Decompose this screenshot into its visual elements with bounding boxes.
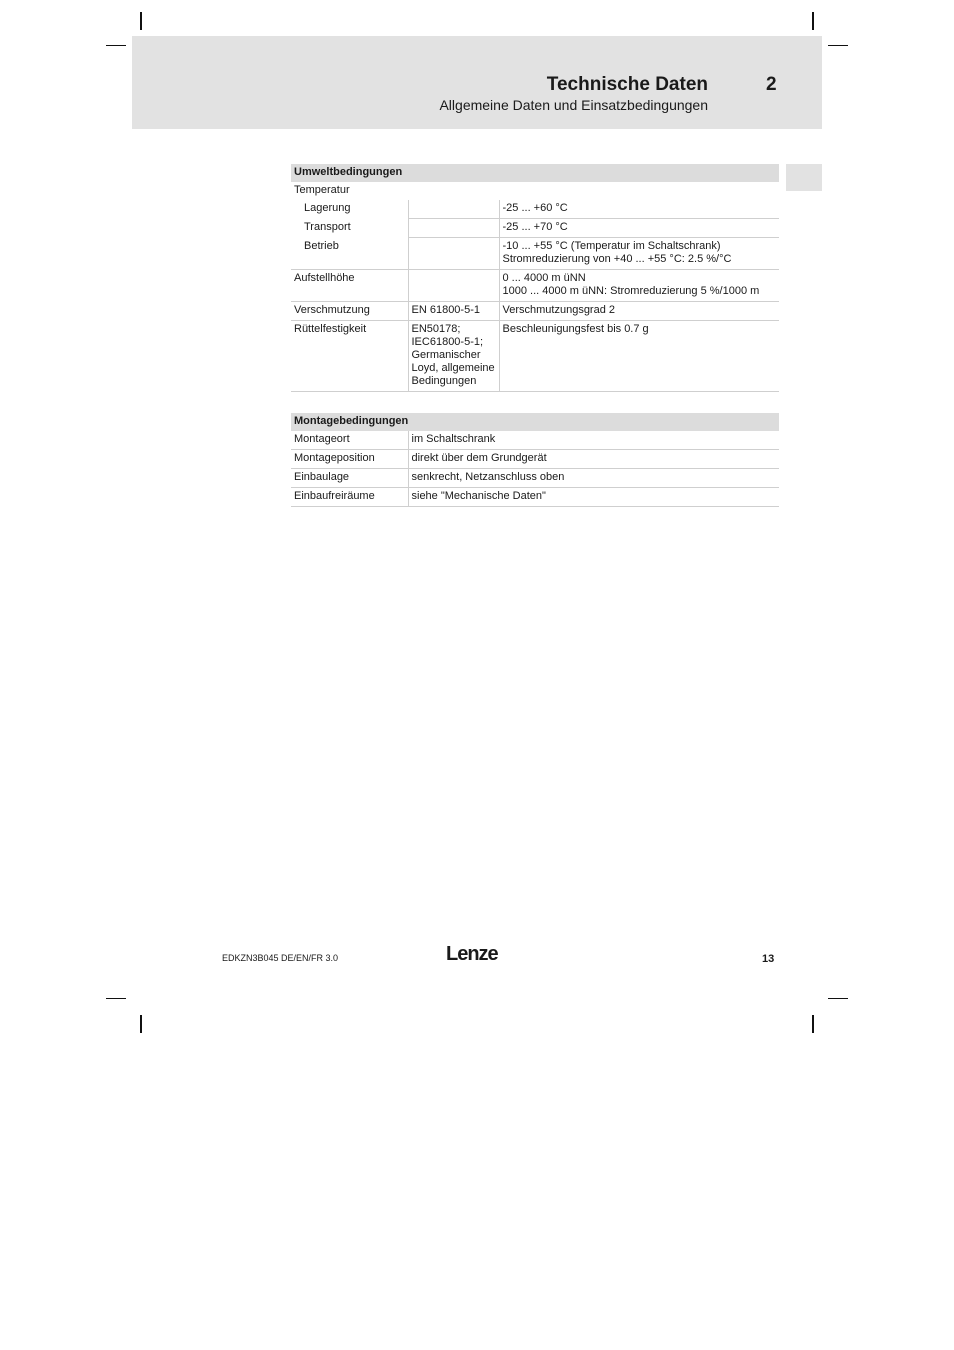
row-label: Verschmutzung — [291, 302, 408, 321]
crop-mark — [812, 12, 814, 30]
row-value — [499, 270, 779, 302]
row-value: siehe "Mechanische Daten" — [408, 488, 779, 507]
crop-mark — [828, 998, 848, 999]
chapter-tab — [786, 164, 822, 191]
row-value — [499, 238, 779, 270]
row-label: Einbaufreiräume — [291, 488, 408, 507]
row-value: -25 ... +60 °C — [499, 200, 779, 219]
page-subtitle: Allgemeine Daten und Einsatzbedingungen — [439, 97, 708, 113]
section-heading: Umweltbedingungen — [291, 164, 779, 182]
row-value: Beschleunigungsfest bis 0.7 g — [499, 321, 779, 392]
table-row — [291, 302, 779, 321]
crop-mark — [140, 1015, 142, 1033]
crop-mark — [106, 998, 126, 999]
norm-line: Germanischer — [411, 349, 481, 361]
row-norm — [408, 238, 499, 270]
page-number: 13 — [762, 953, 775, 965]
row-value: direkt über dem Grundgerät — [408, 450, 779, 469]
norm-line: IEC61800-5-1; — [411, 336, 484, 348]
norm-line: EN50178; — [411, 323, 461, 335]
value-line: Stromreduzierung von +40 ... +55 °C: 2.5 %/°C — [502, 253, 732, 265]
row-norm — [408, 321, 499, 392]
table-row — [291, 321, 779, 392]
montage-table — [291, 413, 779, 507]
row-label: Montageort — [291, 431, 408, 450]
row-value: im Schaltschrank — [408, 431, 779, 450]
table-row — [291, 488, 779, 507]
row-label: Einbaulage — [291, 469, 408, 488]
table-header-row — [291, 413, 779, 431]
row-norm — [408, 219, 499, 238]
table-row — [291, 200, 779, 219]
norm-line: Loyd, allgemeine — [411, 362, 495, 374]
crop-mark — [828, 45, 848, 46]
row-value: -25 ... +70 °C — [499, 219, 779, 238]
row-label: Transport — [304, 220, 351, 233]
table-row — [291, 469, 779, 488]
row-norm — [408, 200, 499, 219]
value-line: 1000 ... 4000 m üNN: Stromreduzierung 5 %/1000 m — [502, 285, 760, 297]
row-value: senkrecht, Netzanschluss oben — [408, 469, 779, 488]
table-row — [291, 450, 779, 469]
lenze-logo: Lenze — [446, 943, 498, 965]
row-norm: EN 61800-5-1 — [408, 302, 499, 321]
row-norm — [408, 270, 499, 302]
table-row — [291, 431, 779, 450]
umwelt-table — [291, 164, 779, 392]
table-row — [291, 270, 779, 302]
crop-mark — [812, 1015, 814, 1033]
row-label: Temperatur — [294, 184, 350, 196]
row-label: Betrieb — [291, 238, 408, 270]
row-value: Verschmutzungsgrad 2 — [499, 302, 779, 321]
crop-mark — [106, 45, 126, 46]
row-label: Rüttelfestigkeit — [291, 321, 408, 392]
crop-mark — [140, 12, 142, 30]
row-label: Montageposition — [291, 450, 408, 469]
document-code: EDKZN3B045 DE/EN/FR 3.0 — [222, 953, 339, 963]
norm-line: Bedingungen — [411, 375, 477, 387]
chapter-number: 2 — [766, 74, 777, 95]
page-title: Technische Daten — [546, 74, 708, 95]
value-line: 0 ... 4000 m üNN — [502, 272, 586, 284]
table-row — [291, 238, 779, 270]
section-heading: Montagebedingungen — [291, 413, 779, 431]
page-header — [132, 36, 822, 129]
table-header-row — [291, 164, 779, 182]
table-row — [291, 182, 779, 200]
row-label: Aufstellhöhe — [291, 270, 408, 302]
row-label: Lagerung — [304, 202, 351, 214]
table-row — [291, 219, 779, 238]
value-line: -10 ... +55 °C (Temperatur im Schaltschrank) — [502, 240, 721, 252]
